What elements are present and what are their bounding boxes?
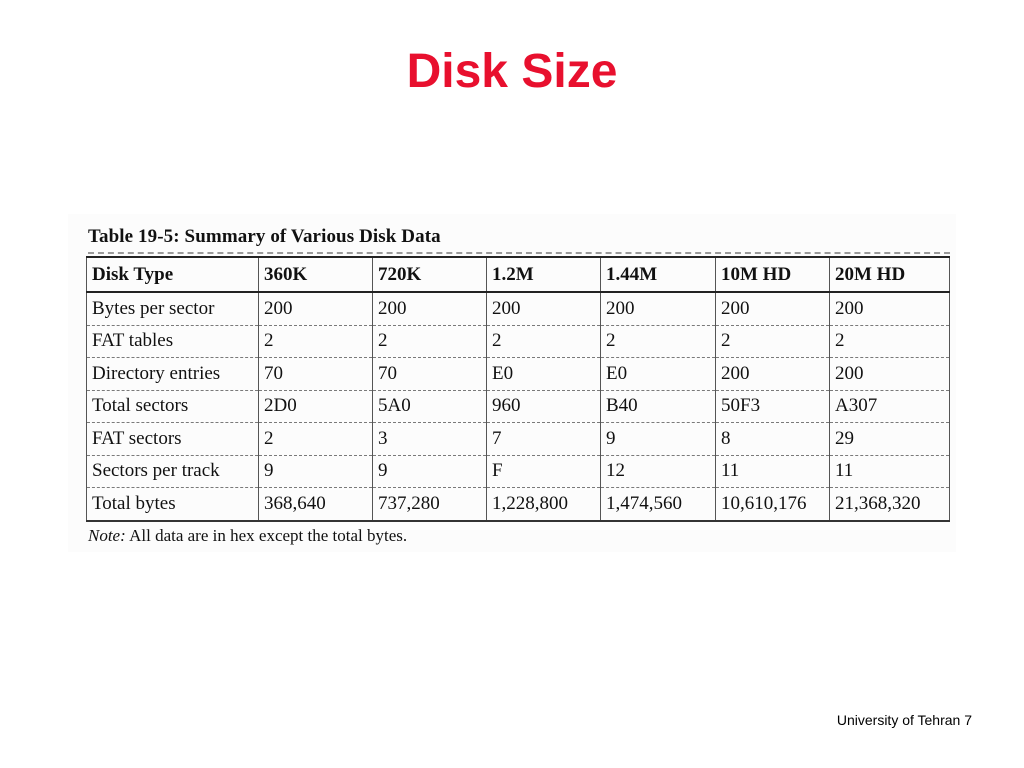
- table-cell: 70: [373, 358, 487, 391]
- table-cell: 9: [259, 455, 373, 488]
- table-row: [87, 390, 950, 423]
- row-label: Bytes per sector: [87, 292, 259, 325]
- table-note: [88, 526, 407, 546]
- table-cell: 21,368,320: [830, 488, 950, 521]
- table-cell: 1,228,800: [487, 488, 601, 521]
- row-label: Sectors per track: [87, 455, 259, 488]
- header-cell: Disk Type: [87, 257, 259, 292]
- table-cell: 50F3: [716, 390, 830, 423]
- table-row: [87, 423, 950, 456]
- row-label: FAT sectors: [87, 423, 259, 456]
- table-cell: 200: [716, 358, 830, 391]
- table-header-row: [87, 257, 950, 292]
- table-cell: 11: [830, 455, 950, 488]
- table-cell: 1,474,560: [601, 488, 716, 521]
- table-cell: 2: [373, 325, 487, 358]
- table-cell: 2: [259, 423, 373, 456]
- table-row: [87, 455, 950, 488]
- row-label: FAT tables: [87, 325, 259, 358]
- table-row: [87, 325, 950, 358]
- table-cell: 368,640: [259, 488, 373, 521]
- header-cell: 10M HD: [716, 257, 830, 292]
- table-cell: B40: [601, 390, 716, 423]
- header-cell: 1.44M: [601, 257, 716, 292]
- table-cell: A307: [830, 390, 950, 423]
- table-cell: 200: [601, 292, 716, 325]
- header-cell: 720K: [373, 257, 487, 292]
- table-cell: 10,610,176: [716, 488, 830, 521]
- row-label: Total bytes: [87, 488, 259, 521]
- caption-rule: [88, 252, 950, 254]
- table-caption: Table 19-5: Summary of Various Disk Data: [88, 226, 441, 247]
- disk-data-table: [86, 256, 950, 522]
- table-cell: E0: [487, 358, 601, 391]
- table-cell: 11: [716, 455, 830, 488]
- table-cell: 200: [830, 292, 950, 325]
- table-cell: 2: [716, 325, 830, 358]
- table-cell: 200: [830, 358, 950, 391]
- table-cell: 8: [716, 423, 830, 456]
- header-cell: 20M HD: [830, 257, 950, 292]
- table-cell: 200: [487, 292, 601, 325]
- table-cell: 7: [487, 423, 601, 456]
- table-cell: 2: [487, 325, 601, 358]
- row-label: Total sectors: [87, 390, 259, 423]
- header-cell: 360K: [259, 257, 373, 292]
- slide-footer: University of Tehran 7: [836, 712, 972, 728]
- table-cell: 960: [487, 390, 601, 423]
- table-cell: 9: [373, 455, 487, 488]
- table-cell: 2D0: [259, 390, 373, 423]
- table-cell: 200: [259, 292, 373, 325]
- table-cell: 200: [373, 292, 487, 325]
- table-cell: 5A0: [373, 390, 487, 423]
- table-cell: 3: [373, 423, 487, 456]
- table-row: [87, 292, 950, 325]
- table-cell: E0: [601, 358, 716, 391]
- table-row: [87, 488, 950, 521]
- table-row: [87, 358, 950, 391]
- table-cell: 200: [716, 292, 830, 325]
- note-label: Note:: [88, 526, 126, 545]
- table-cell: 2: [830, 325, 950, 358]
- table-cell: 12: [601, 455, 716, 488]
- table-cell: 2: [601, 325, 716, 358]
- slide-title: Disk Size: [406, 45, 618, 98]
- row-label: Directory entries: [87, 358, 259, 391]
- table-cell: F: [487, 455, 601, 488]
- table-cell: 2: [259, 325, 373, 358]
- table-cell: 9: [601, 423, 716, 456]
- note-text: All data are in hex except the total bytes.: [129, 526, 408, 545]
- table-cell: 737,280: [373, 488, 487, 521]
- scanned-table-image: [68, 214, 956, 552]
- header-cell: 1.2M: [487, 257, 601, 292]
- table-cell: 70: [259, 358, 373, 391]
- table-cell: 29: [830, 423, 950, 456]
